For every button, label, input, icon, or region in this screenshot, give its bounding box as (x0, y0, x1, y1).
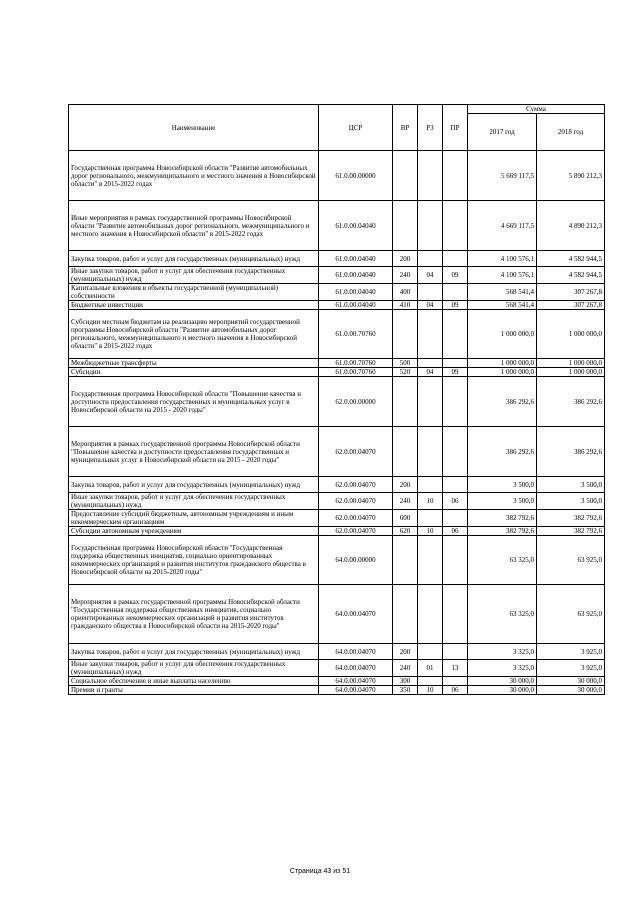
cell-rz: 01 (418, 660, 443, 677)
table-header (69, 105, 605, 151)
cell-rz: 10 (418, 527, 443, 536)
cell-pr (443, 377, 468, 427)
cell-csr: 64.0.00.04070 (319, 585, 393, 644)
cell-rz (418, 644, 443, 660)
cell-rz (418, 510, 443, 527)
cell-vr: 350 (393, 686, 418, 695)
cell-csr: 62.0.00.00000 (319, 377, 393, 427)
cell-vr: 400 (393, 284, 418, 301)
cell-sum-2017: 5 669 117,5 (468, 151, 537, 201)
cell-sum-2017: 3 500,0 (468, 477, 537, 493)
cell-sum-2018: 5 890 212,3 (537, 151, 605, 201)
cell-csr: 62.0.00.04070 (319, 477, 393, 493)
cell-csr: 61.0.00.04040 (319, 284, 393, 301)
cell-csr: 64.0.00.04070 (319, 660, 393, 677)
cell-pr (443, 536, 468, 585)
cell-vr (393, 427, 418, 477)
cell-csr: 64.0.00.04070 (319, 677, 393, 686)
table-row (69, 251, 605, 267)
cell-csr: 61.0.00.04040 (319, 201, 393, 251)
cell-csr: 62.0.00.04070 (319, 510, 393, 527)
cell-name: Иные закупки товаров, работ и услуг для обеспечения государственных (муниципальных) нужд (69, 493, 319, 510)
cell-sum-2017: 63 325,0 (468, 585, 537, 644)
table-row (69, 284, 605, 301)
table-row (69, 527, 605, 536)
cell-vr (393, 377, 418, 427)
cell-sum-2017: 382 792,6 (468, 510, 537, 527)
cell-sum-2017: 382 792,6 (468, 527, 537, 536)
cell-pr (443, 677, 468, 686)
budget-table (68, 104, 605, 695)
cell-csr: 64.0.00.00000 (319, 536, 393, 585)
cell-vr: 600 (393, 510, 418, 527)
cell-pr (443, 310, 468, 359)
cell-rz: 04 (418, 267, 443, 284)
cell-pr (443, 251, 468, 267)
cell-rz (418, 151, 443, 201)
cell-pr (443, 201, 468, 251)
page-number: Страница 43 из 51 (289, 868, 351, 875)
table-row (69, 644, 605, 660)
header-year-2017: 2017 год (468, 114, 537, 151)
table-body (69, 151, 605, 695)
cell-vr: 240 (393, 267, 418, 284)
cell-sum-2017: 30 000,0 (468, 677, 537, 686)
cell-sum-2017: 1 000 000,0 (468, 310, 537, 359)
cell-sum-2017: 3 325,0 (468, 644, 537, 660)
header-year-2018: 2018 год (537, 114, 605, 151)
cell-rz (418, 677, 443, 686)
cell-vr: 300 (393, 677, 418, 686)
cell-sum-2018: 3 925,0 (537, 644, 605, 660)
cell-sum-2017: 568 541,4 (468, 284, 537, 301)
cell-name: Иные закупки товаров, работ и услуг для обеспечения государственных (муниципальных) нужд (69, 660, 319, 677)
cell-csr: 62.0.00.04070 (319, 427, 393, 477)
cell-rz (418, 284, 443, 301)
header-csr: ЦСР (319, 105, 393, 151)
cell-vr: 520 (393, 368, 418, 377)
cell-sum-2018: 3 500,0 (537, 493, 605, 510)
cell-sum-2017: 386 292,6 (468, 377, 537, 427)
cell-rz (418, 251, 443, 267)
cell-rz (418, 201, 443, 251)
table-row (69, 477, 605, 493)
table-row (69, 377, 605, 427)
cell-sum-2017: 1 000 000,0 (468, 368, 537, 377)
cell-pr (443, 644, 468, 660)
cell-name: Бюджетные инвестиции (69, 301, 319, 310)
cell-sum-2018: 1 000 000,0 (537, 310, 605, 359)
cell-sum-2018: 382 792,6 (537, 510, 605, 527)
header-sum: Сумма (468, 105, 605, 114)
cell-name: Субсидии автономным учреждениям (69, 527, 319, 536)
cell-sum-2018: 386 292,6 (537, 377, 605, 427)
cell-pr: 06 (443, 527, 468, 536)
cell-name: Капитальные вложения в объекты государственной (муниципальной) собственности (69, 284, 319, 301)
cell-vr (393, 536, 418, 585)
cell-sum-2017: 3 500,0 (468, 493, 537, 510)
cell-pr (443, 151, 468, 201)
table-row (69, 510, 605, 527)
cell-sum-2017: 4 100 576,1 (468, 251, 537, 267)
table-row (69, 677, 605, 686)
cell-vr: 200 (393, 477, 418, 493)
cell-sum-2018: 307 267,8 (537, 284, 605, 301)
cell-name: Закупка товаров, работ и услуг для государственных (муниципальных) нужд (69, 251, 319, 267)
cell-sum-2018: 4 582 944,5 (537, 251, 605, 267)
cell-vr: 620 (393, 527, 418, 536)
cell-vr (393, 310, 418, 359)
cell-name: Мероприятия в рамках государственной программы Новосибирской области "Повышение качества и доступности предоставления государственных и муниципальных услуг в Новосибирской области на 2015 - 2020 годы" (69, 427, 319, 477)
table-row (69, 493, 605, 510)
cell-rz (418, 585, 443, 644)
table-row (69, 359, 605, 368)
cell-name: Социальное обеспечение и иные выплаты населению (69, 677, 319, 686)
table-row (69, 301, 605, 310)
cell-pr (443, 284, 468, 301)
cell-csr: 61.0.00.04040 (319, 301, 393, 310)
cell-csr: 61.0.00.00000 (319, 151, 393, 201)
cell-sum-2018: 63 925,0 (537, 585, 605, 644)
cell-sum-2018: 1 000 000,0 (537, 368, 605, 377)
cell-name: Государственная программа Новосибирской области "Повышение качества и доступности предоставления государственных и муниципальных услуг в Новосибирской области на 2015 - 2020 годы" (69, 377, 319, 427)
cell-vr (393, 201, 418, 251)
cell-sum-2018: 3 500,0 (537, 477, 605, 493)
cell-csr: 61.0.00.70760 (319, 310, 393, 359)
cell-pr (443, 510, 468, 527)
cell-sum-2018: 307 267,8 (537, 301, 605, 310)
cell-vr: 240 (393, 493, 418, 510)
cell-rz: 10 (418, 493, 443, 510)
table-row (69, 660, 605, 677)
table-row (69, 536, 605, 585)
cell-name: Иные мероприятия в рамках государственной программы Новосибирской области "Развитие автомобильных дорог регионального, межмуниципального и местного значения в Новосибирской области" в 2015-2022 годах (69, 201, 319, 251)
cell-sum-2017: 4 100 576,1 (468, 267, 537, 284)
header-rz: РЗ (418, 105, 443, 151)
header-name: Наименование (69, 105, 319, 151)
cell-csr: 61.0.00.04040 (319, 251, 393, 267)
table-row (69, 585, 605, 644)
cell-vr (393, 151, 418, 201)
cell-vr: 240 (393, 660, 418, 677)
cell-name: Закупка товаров, работ и услуг для государственных (муниципальных) нужд (69, 644, 319, 660)
cell-pr (443, 477, 468, 493)
cell-name: Мероприятия в рамках государственной программы Новосибирской области "Государственная поддержка общественных инициатив, социально ориентированных некоммерческих организаций и развития институтов гражданского общества в Новосибирской области на 2015-2020 годы" (69, 585, 319, 644)
cell-csr: 64.0.00.04070 (319, 644, 393, 660)
cell-csr: 61.0.00.04040 (319, 267, 393, 284)
cell-sum-2018: 30 000,0 (537, 677, 605, 686)
cell-sum-2018: 4 890 212,3 (537, 201, 605, 251)
cell-pr: 09 (443, 301, 468, 310)
cell-sum-2018: 4 582 944,5 (537, 267, 605, 284)
cell-rz (418, 377, 443, 427)
cell-pr (443, 427, 468, 477)
cell-pr: 13 (443, 660, 468, 677)
cell-pr: 06 (443, 493, 468, 510)
cell-sum-2018: 386 292,6 (537, 427, 605, 477)
cell-rz: 10 (418, 686, 443, 695)
cell-sum-2018: 30 000,0 (537, 686, 605, 695)
cell-vr: 200 (393, 644, 418, 660)
cell-sum-2017: 386 292,6 (468, 427, 537, 477)
table-row (69, 151, 605, 201)
header-vr: ВР (393, 105, 418, 151)
cell-rz (418, 477, 443, 493)
cell-name: Государственная программа Новосибирской области "Государственная поддержка общественных инициатив, социально ориентированных некоммерческих организаций и развития институтов гражданского общества в Новосибирской области на 2015-2020 годы" (69, 536, 319, 585)
cell-name: Предоставление субсидий бюджетным, автономным учреждениям и иным некоммерческим организациям (69, 510, 319, 527)
cell-rz (418, 536, 443, 585)
table-row (69, 267, 605, 284)
cell-rz: 04 (418, 368, 443, 377)
cell-vr (393, 585, 418, 644)
table-row (69, 310, 605, 359)
cell-csr: 64.0.00.04070 (319, 686, 393, 695)
cell-pr: 09 (443, 267, 468, 284)
cell-sum-2017: 568 541,4 (468, 301, 537, 310)
cell-name: Закупка товаров, работ и услуг для государственных (муниципальных) нужд (69, 477, 319, 493)
cell-csr: 61.0.00.70760 (319, 368, 393, 377)
cell-name: Иные закупки товаров, работ и услуг для обеспечения государственных (муниципальных) нужд (69, 267, 319, 284)
cell-vr: 500 (393, 359, 418, 368)
cell-csr: 61.0.00.70760 (319, 359, 393, 368)
cell-sum-2017: 63 325,0 (468, 536, 537, 585)
cell-vr: 200 (393, 251, 418, 267)
cell-name: Премии и гранты (69, 686, 319, 695)
table-row (69, 427, 605, 477)
cell-sum-2017: 3 325,0 (468, 660, 537, 677)
cell-sum-2017: 30 000,0 (468, 686, 537, 695)
cell-name: Субсидии местным бюджетам на реализацию мероприятий государственной программы Новосибирской области "Развитие автомобильных дорог регионального, межмуниципального и местного значения в Новосибирской области" в 2015-2022 годах (69, 310, 319, 359)
cell-name: Межбюджетные трансферты (69, 359, 319, 368)
cell-pr: 09 (443, 368, 468, 377)
cell-rz (418, 359, 443, 368)
cell-sum-2018: 382 792,6 (537, 527, 605, 536)
table-row (69, 686, 605, 695)
cell-sum-2018: 3 925,0 (537, 660, 605, 677)
cell-vr: 410 (393, 301, 418, 310)
cell-pr (443, 359, 468, 368)
table-row (69, 368, 605, 377)
cell-pr (443, 585, 468, 644)
cell-csr: 62.0.00.04070 (319, 493, 393, 510)
table-row (69, 201, 605, 251)
cell-rz: 04 (418, 301, 443, 310)
cell-name: Государственная программа Новосибирской области "Развитие автомобильных дорог регионального, межмуниципального и местного значения в Новосибирской области" в 2015-2022 годах (69, 151, 319, 201)
cell-sum-2017: 1 000 000,0 (468, 359, 537, 368)
cell-sum-2017: 4 669 117,5 (468, 201, 537, 251)
cell-rz (418, 427, 443, 477)
cell-rz (418, 310, 443, 359)
header-pr: ПР (443, 105, 468, 151)
cell-sum-2018: 1 000 000,0 (537, 359, 605, 368)
cell-pr: 06 (443, 686, 468, 695)
cell-sum-2018: 63 925,0 (537, 536, 605, 585)
cell-name: Субсидии (69, 368, 319, 377)
cell-csr: 62.0.00.04070 (319, 527, 393, 536)
